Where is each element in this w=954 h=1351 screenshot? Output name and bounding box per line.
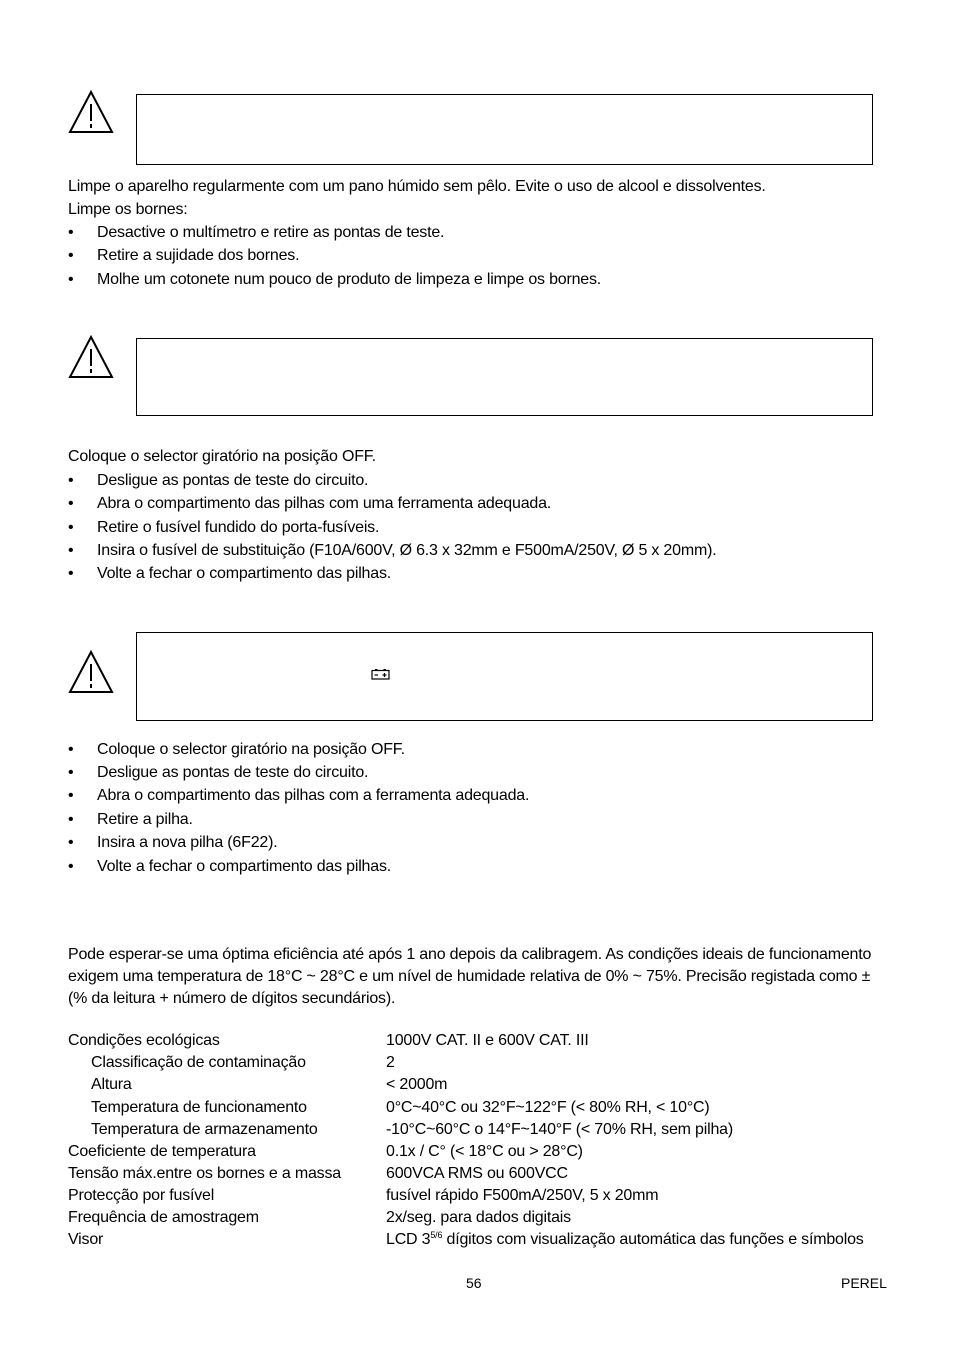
bullet-icon: • [68,565,74,582]
list-item: • Retire a sujidade dos bornes. [68,247,300,264]
warning-box [136,338,873,416]
paragraph: exigem uma temperatura de 18°C ~ 28°C e um nível de humidade relativa de 0% ~ 75%. Precisão registada como ± [68,968,871,985]
list-item: • Desactive o multímetro e retire as pontas de teste. [68,224,445,241]
battery-low-icon [371,669,390,680]
spec-label: Protecção por fusível [68,1187,215,1204]
spec-label: Frequência de amostragem [68,1209,259,1226]
paragraph: Limpe os bornes: [68,201,188,218]
page-number: 56 [466,1275,482,1291]
spec-label: Visor [68,1231,104,1248]
spec-value: -10°C~60°C o 14°F~140°F (< 70% RH, sem pilha) [386,1121,733,1138]
list-item: • Retire o fusível fundido do porta-fusíveis. [68,519,380,536]
bullet-icon: • [68,495,74,512]
spec-label: Temperatura de funcionamento [91,1099,307,1116]
bullet-icon: • [68,224,74,241]
list-item: • Desligue as pontas de teste do circuito. [68,764,369,781]
bullet-icon: • [68,741,74,758]
bullet-icon: • [68,519,74,536]
spec-value: 2x/seg. para dados digitais [386,1209,571,1226]
bullet-icon: • [68,271,74,288]
list-item: • Insira a nova pilha (6F22). [68,834,278,851]
warning-icon [68,335,114,379]
spec-value: < 2000m [386,1076,448,1093]
spec-value: fusível rápido F500mA/250V, 5 x 20mm [386,1187,659,1204]
list-item: • Molhe um cotonete num pouco de produto de limpeza e limpe os bornes. [68,271,602,288]
spec-label: Tensão máx.entre os bornes e a massa [68,1165,341,1182]
list-item: • Volte a fechar o compartimento das pilhas. [68,565,391,582]
spec-value: 2 [386,1054,395,1071]
paragraph: Coloque o selector giratório na posição OFF. [68,448,376,465]
bullet-icon: • [68,787,74,804]
spec-value: LCD $3^{5/6}$ dígitos com visualização automática das funções e símbolos [386,1230,864,1248]
spec-label: Altura [91,1076,132,1093]
warning-icon [68,90,114,134]
spec-value: 1000V CAT. II e 600V CAT. III [386,1032,589,1049]
bullet-icon: • [68,764,74,781]
list-item: • Retire a pilha. [68,811,193,828]
list-item: • Desligue as pontas de teste do circuito. [68,472,369,489]
list-item: • Volte a fechar o compartimento das pilhas. [68,858,391,875]
list-item: • Insira o fusível de substituição (F10A/600V, Ø 6.3 x 32mm e F500mA/250V, Ø 5 x 20mm). [68,542,717,559]
spec-label: Classificação de contaminação [91,1054,306,1071]
list-item: • Coloque o selector giratório na posição OFF. [68,741,405,758]
bullet-icon: • [68,472,74,489]
list-item: • Abra o compartimento das pilhas com uma ferramenta adequada. [68,495,552,512]
footer-brand: PEREL [841,1275,887,1291]
spec-value: 0.1x / C° (< 18°C ou > 28°C) [386,1143,583,1160]
spec-value: 0°C~40°C ou 32°F~122°F (< 80% RH, < 10°C) [386,1099,710,1116]
bullet-icon: • [68,834,74,851]
spec-label: Condições ecológicas [68,1032,220,1049]
spec-label: Temperatura de armazenamento [91,1121,318,1138]
paragraph: Limpe o aparelho regularmente com um pano húmido sem pêlo. Evite o uso de alcool e dissolventes. [68,178,766,195]
warning-box [136,632,873,721]
spec-label: Coeficiente de temperatura [68,1143,256,1160]
warning-box [136,94,873,165]
bullet-icon: • [68,542,74,559]
bullet-icon: • [68,858,74,875]
spec-value: 600VCA RMS ou 600VCC [386,1165,568,1182]
bullet-icon: • [68,247,74,264]
list-item: • Abra o compartimento das pilhas com a ferramenta adequada. [68,787,530,804]
warning-icon [68,650,114,694]
paragraph: (% da leitura + número de dígitos secundários). [68,990,396,1007]
bullet-icon: • [68,811,74,828]
paragraph: Pode esperar-se uma óptima eficiência até após 1 ano depois da calibragem. As condições ideais de funcionamento [68,946,872,963]
